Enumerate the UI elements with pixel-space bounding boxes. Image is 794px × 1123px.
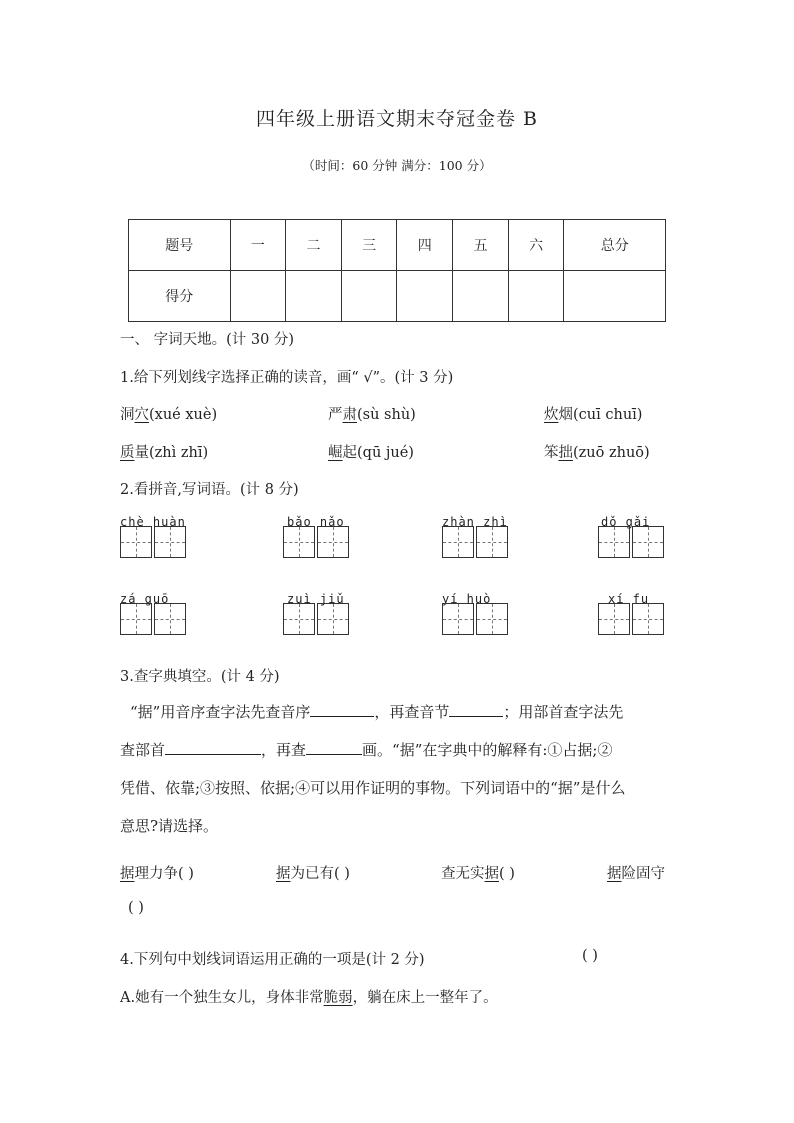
question-prompt: 4.下列句中划线词语运用正确的一项是(计 2 分) xyxy=(120,952,425,968)
answer-paren[interactable]: ( ) xyxy=(128,900,144,916)
score-cell[interactable] xyxy=(286,271,342,322)
pronunciation-item: 崛起(qū jué) xyxy=(328,445,414,461)
table-header-cell: 二 xyxy=(286,220,342,271)
section-heading: 一、 字词天地。(计 30 分) xyxy=(120,332,295,348)
exam-info: （时间：60 分钟 满分：100 分） xyxy=(302,158,492,173)
score-table xyxy=(128,219,666,322)
pinyin-label: zuì jiǔ xyxy=(287,592,345,606)
choice-item[interactable]: 据理力争( ) xyxy=(120,866,194,882)
score-cell[interactable] xyxy=(341,271,397,322)
question-prompt: 2.看拼音,写词语。(计 8 分) xyxy=(120,482,299,498)
writing-grid[interactable] xyxy=(442,603,508,635)
writing-grid[interactable] xyxy=(442,526,508,558)
pinyin-label: zhàn zhì xyxy=(442,515,508,529)
option-a[interactable]: A.她有一个独生女儿，身体非常脆弱，躺在床上一整年了。 xyxy=(120,990,498,1006)
score-cell[interactable] xyxy=(508,271,564,322)
pinyin-label: chè huàn xyxy=(120,515,186,529)
pronunciation-item: 洞穴(xué xuè) xyxy=(120,407,218,423)
writing-grid[interactable] xyxy=(598,603,664,635)
pronunciation-item: 质量(zhì zhī) xyxy=(120,445,209,461)
table-header-cell: 一 xyxy=(230,220,286,271)
table-header-cell: 六 xyxy=(508,220,564,271)
score-cell[interactable] xyxy=(453,271,509,322)
writing-grid[interactable] xyxy=(120,526,186,558)
writing-grid[interactable] xyxy=(283,526,349,558)
score-row-label: 得分 xyxy=(129,271,231,322)
choice-item[interactable]: 查无实据( ) xyxy=(441,866,515,882)
writing-grid[interactable] xyxy=(120,603,186,635)
fill-blank[interactable] xyxy=(449,702,503,717)
fill-blank[interactable] xyxy=(306,740,362,755)
dictionary-paragraph: “据”用音序查字法先查音序 ，再查音节 ；用部首查字法先 查部首 ，再查 画。“据”在字典中的解释有:①占据;② 凭借、依靠;③按照、依据;④可以用作证明的事物。下列词语中的“据”是什么 意思?请选择。 xyxy=(120,703,626,835)
answer-paren[interactable]: ( ) xyxy=(582,948,598,964)
pinyin-label: bǎo nǎo xyxy=(287,515,345,529)
table-header-cell: 三 xyxy=(341,220,397,271)
pronunciation-item: 炊烟(cuī chuī) xyxy=(544,407,643,423)
pronunciation-item: 严肃(sù shù) xyxy=(328,407,416,423)
score-cell[interactable] xyxy=(397,271,453,322)
pinyin-label: dǒ gǎi xyxy=(601,515,651,529)
pinyin-label: xí fu xyxy=(608,592,650,606)
choice-item[interactable]: 据为已有( ) xyxy=(276,866,350,882)
score-cell[interactable] xyxy=(564,271,666,322)
choice-item[interactable]: 据险固守 xyxy=(607,866,665,882)
pinyin-label: zá guō xyxy=(120,592,170,606)
question-prompt: 1.给下列划线字选择正确的读音，画“ √”。(计 3 分) xyxy=(120,370,454,386)
writing-grid[interactable] xyxy=(598,526,664,558)
pinyin-label: yí huò xyxy=(442,592,492,606)
table-header-cell: 五 xyxy=(453,220,509,271)
table-header-cell: 四 xyxy=(397,220,453,271)
score-cell[interactable] xyxy=(230,271,286,322)
table-header-cell: 总分 xyxy=(564,220,666,271)
fill-blank[interactable] xyxy=(165,740,261,755)
table-header-cell: 题号 xyxy=(129,220,231,271)
question-prompt: 3.查字典填空。(计 4 分) xyxy=(120,669,280,685)
fill-blank[interactable] xyxy=(310,702,374,717)
pronunciation-item: 笨拙(zuō zhuō) xyxy=(544,445,650,461)
writing-grid[interactable] xyxy=(283,603,349,635)
page-title: 四年级上册语文期末夺冠金卷 B xyxy=(255,108,538,130)
